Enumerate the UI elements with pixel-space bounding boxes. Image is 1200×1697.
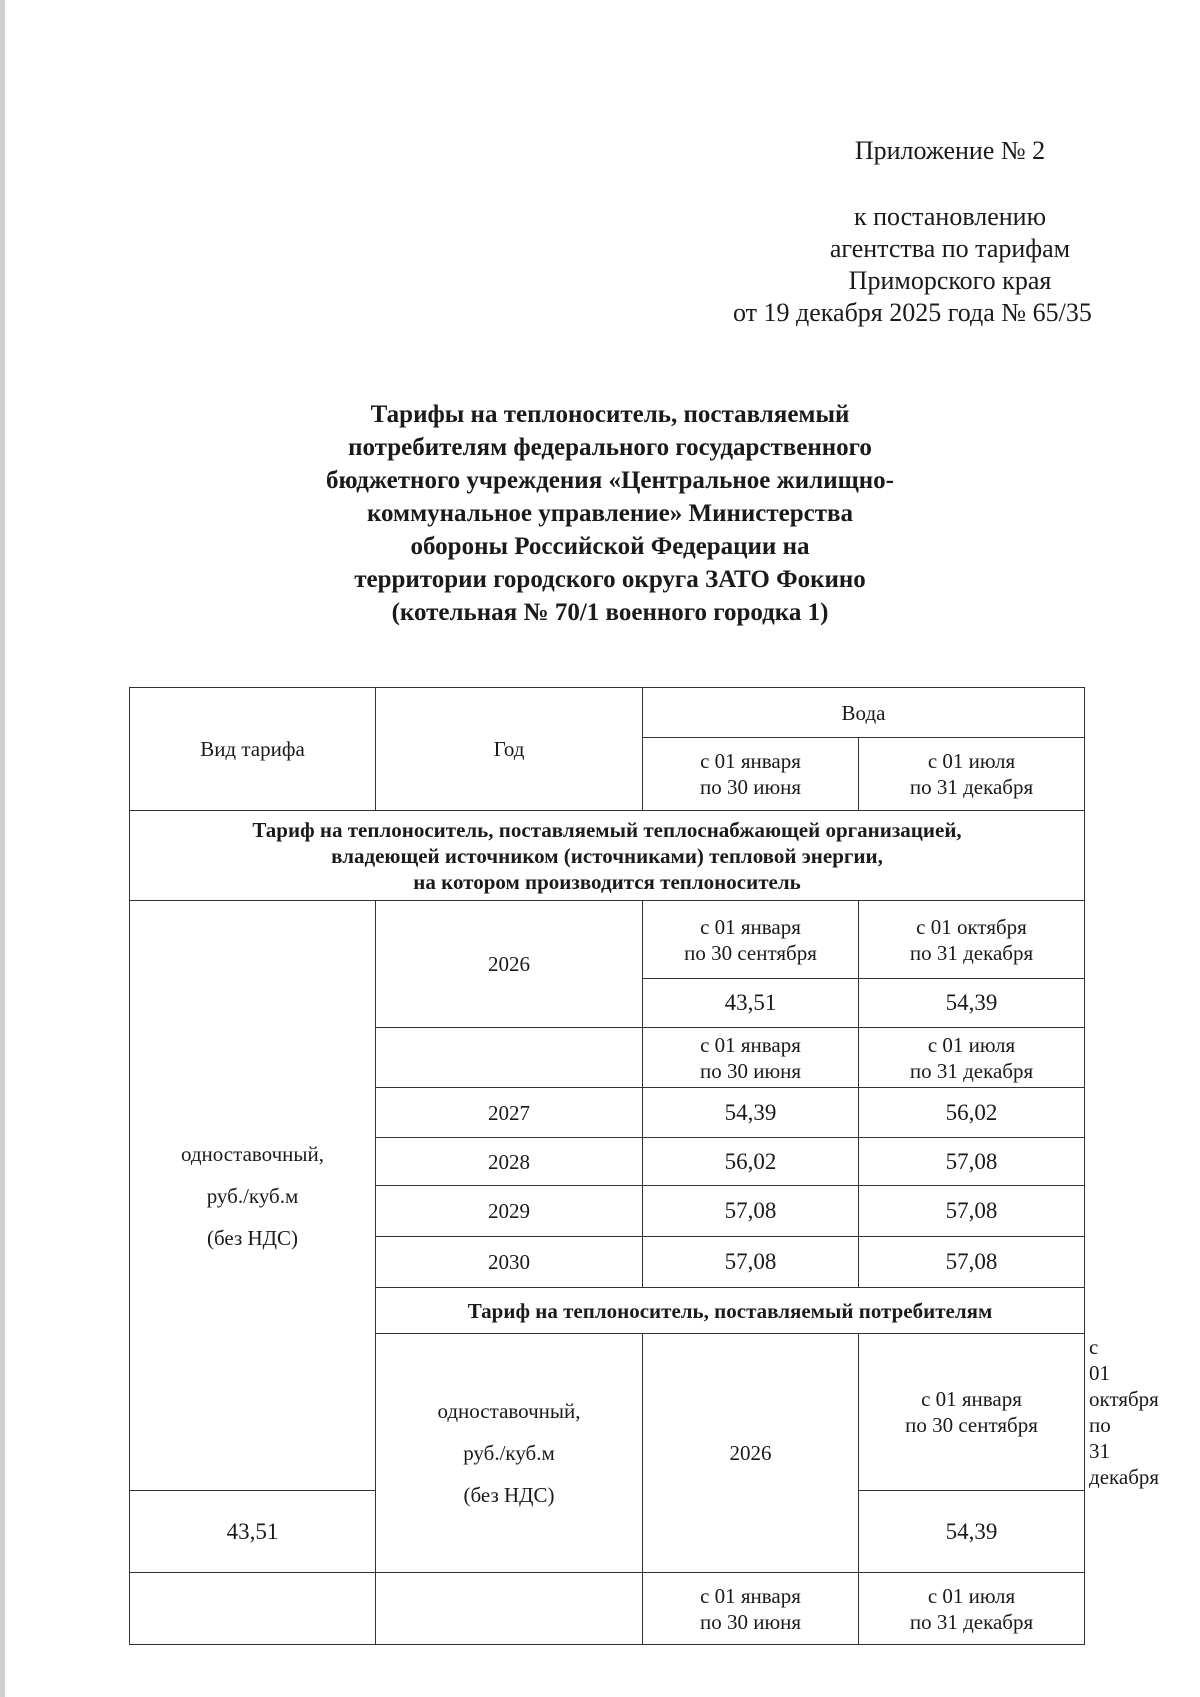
- tariff-type-cell: одноставочный, руб./куб.м (без НДС): [376, 1334, 643, 1573]
- title-line: потребителям федерального государственного: [348, 434, 872, 461]
- year-cell: 2026: [643, 1334, 859, 1573]
- empty-type-cell: [130, 1573, 376, 1645]
- year-cell: 2028: [376, 1138, 643, 1186]
- table-row: одноставочный, руб./куб.м (без НДС) 2026 с 01 января по 30 сентября с 01 октября по 31 декабря: [130, 1334, 1085, 1491]
- year-cell: 2029: [376, 1186, 643, 1237]
- period-jul-dec: с 01 июля по 31 декабря: [859, 1028, 1085, 1088]
- period-jan-jun: с 01 января по 30 июня: [643, 1028, 859, 1088]
- header-water: Вода: [643, 688, 1085, 738]
- region-label: Приморского края: [848, 266, 1052, 295]
- value-cell: 57,08: [859, 1138, 1085, 1186]
- value-cell: 57,08: [859, 1237, 1085, 1288]
- title-line: коммунальное управление» Министерства: [366, 500, 854, 527]
- year-cell: 2030: [376, 1237, 643, 1288]
- table-header-row: [130, 688, 1085, 738]
- resolution-date-number: от 19 декабря 2025 года № 65/35: [733, 298, 1092, 327]
- value-cell: 54,39: [643, 1088, 859, 1138]
- title-line: бюджетного учреждения «Центральное жилищно-: [326, 467, 894, 494]
- period-jan-sep: с 01 января по 30 сентября: [859, 1334, 1085, 1491]
- empty-year-cell: [376, 1028, 643, 1088]
- resolution-label: к постановлению: [853, 202, 1047, 231]
- period-oct-dec: с 01 октября по 31 декабря: [859, 901, 1085, 979]
- header-year: Год: [376, 688, 643, 811]
- value-cell: 56,02: [643, 1138, 859, 1186]
- section-row: [130, 811, 1085, 901]
- tariff-table: [129, 687, 1160, 1645]
- empty-year-cell: [376, 1573, 643, 1645]
- period-jan-sep: с 01 января по 30 сентября: [643, 901, 859, 979]
- tariff-type-cell: одноставочный, руб./куб.м (без НДС): [130, 901, 376, 1491]
- table-row: [130, 1573, 1085, 1645]
- title-line: обороны Российской Федерации на: [410, 533, 810, 560]
- agency-label: агентства по тарифам: [829, 234, 1071, 263]
- value-cell: 57,08: [643, 1237, 859, 1288]
- value-cell: 54,39: [859, 1491, 1085, 1573]
- value-cell: 56,02: [859, 1088, 1085, 1138]
- value-cell: 43,51: [643, 979, 859, 1028]
- value-cell: 57,08: [859, 1186, 1085, 1237]
- appendix-label: Приложение № 2: [854, 136, 1046, 165]
- page-edge: [0, 0, 5, 1697]
- period-jan-jun: с 01 января по 30 июня: [643, 1573, 859, 1645]
- header-period-jan-jun: с 01 января по 30 июня: [643, 738, 859, 811]
- table-row: [130, 901, 1085, 979]
- header-period-jul-dec: с 01 июля по 31 декабря: [859, 738, 1085, 811]
- header-tariff-type: Вид тарифа: [130, 688, 376, 811]
- title-line: (котельная № 70/1 военного городка 1): [391, 599, 829, 626]
- title-line: Тарифы на теплоноситель, поставляемый: [370, 401, 850, 428]
- value-cell: 43,51: [130, 1491, 376, 1573]
- section2-heading: Тариф на теплоноситель, поставляемый потребителям: [376, 1288, 1085, 1334]
- year-cell: 2026: [376, 901, 643, 1028]
- section1-heading: Тариф на теплоноситель, поставляемый теплоснабжающей организацией, владеющей источником (источниками) тепловой энергии, на котором производится теплоноситель: [130, 811, 1085, 901]
- document-title: [200, 398, 1020, 629]
- title-line: территории городского округа ЗАТО Фокино: [354, 566, 866, 593]
- value-cell: 54,39: [859, 979, 1085, 1028]
- period-jul-dec: с 01 июля по 31 декабря: [859, 1573, 1085, 1645]
- value-cell: 57,08: [643, 1186, 859, 1237]
- year-cell: 2027: [376, 1088, 643, 1138]
